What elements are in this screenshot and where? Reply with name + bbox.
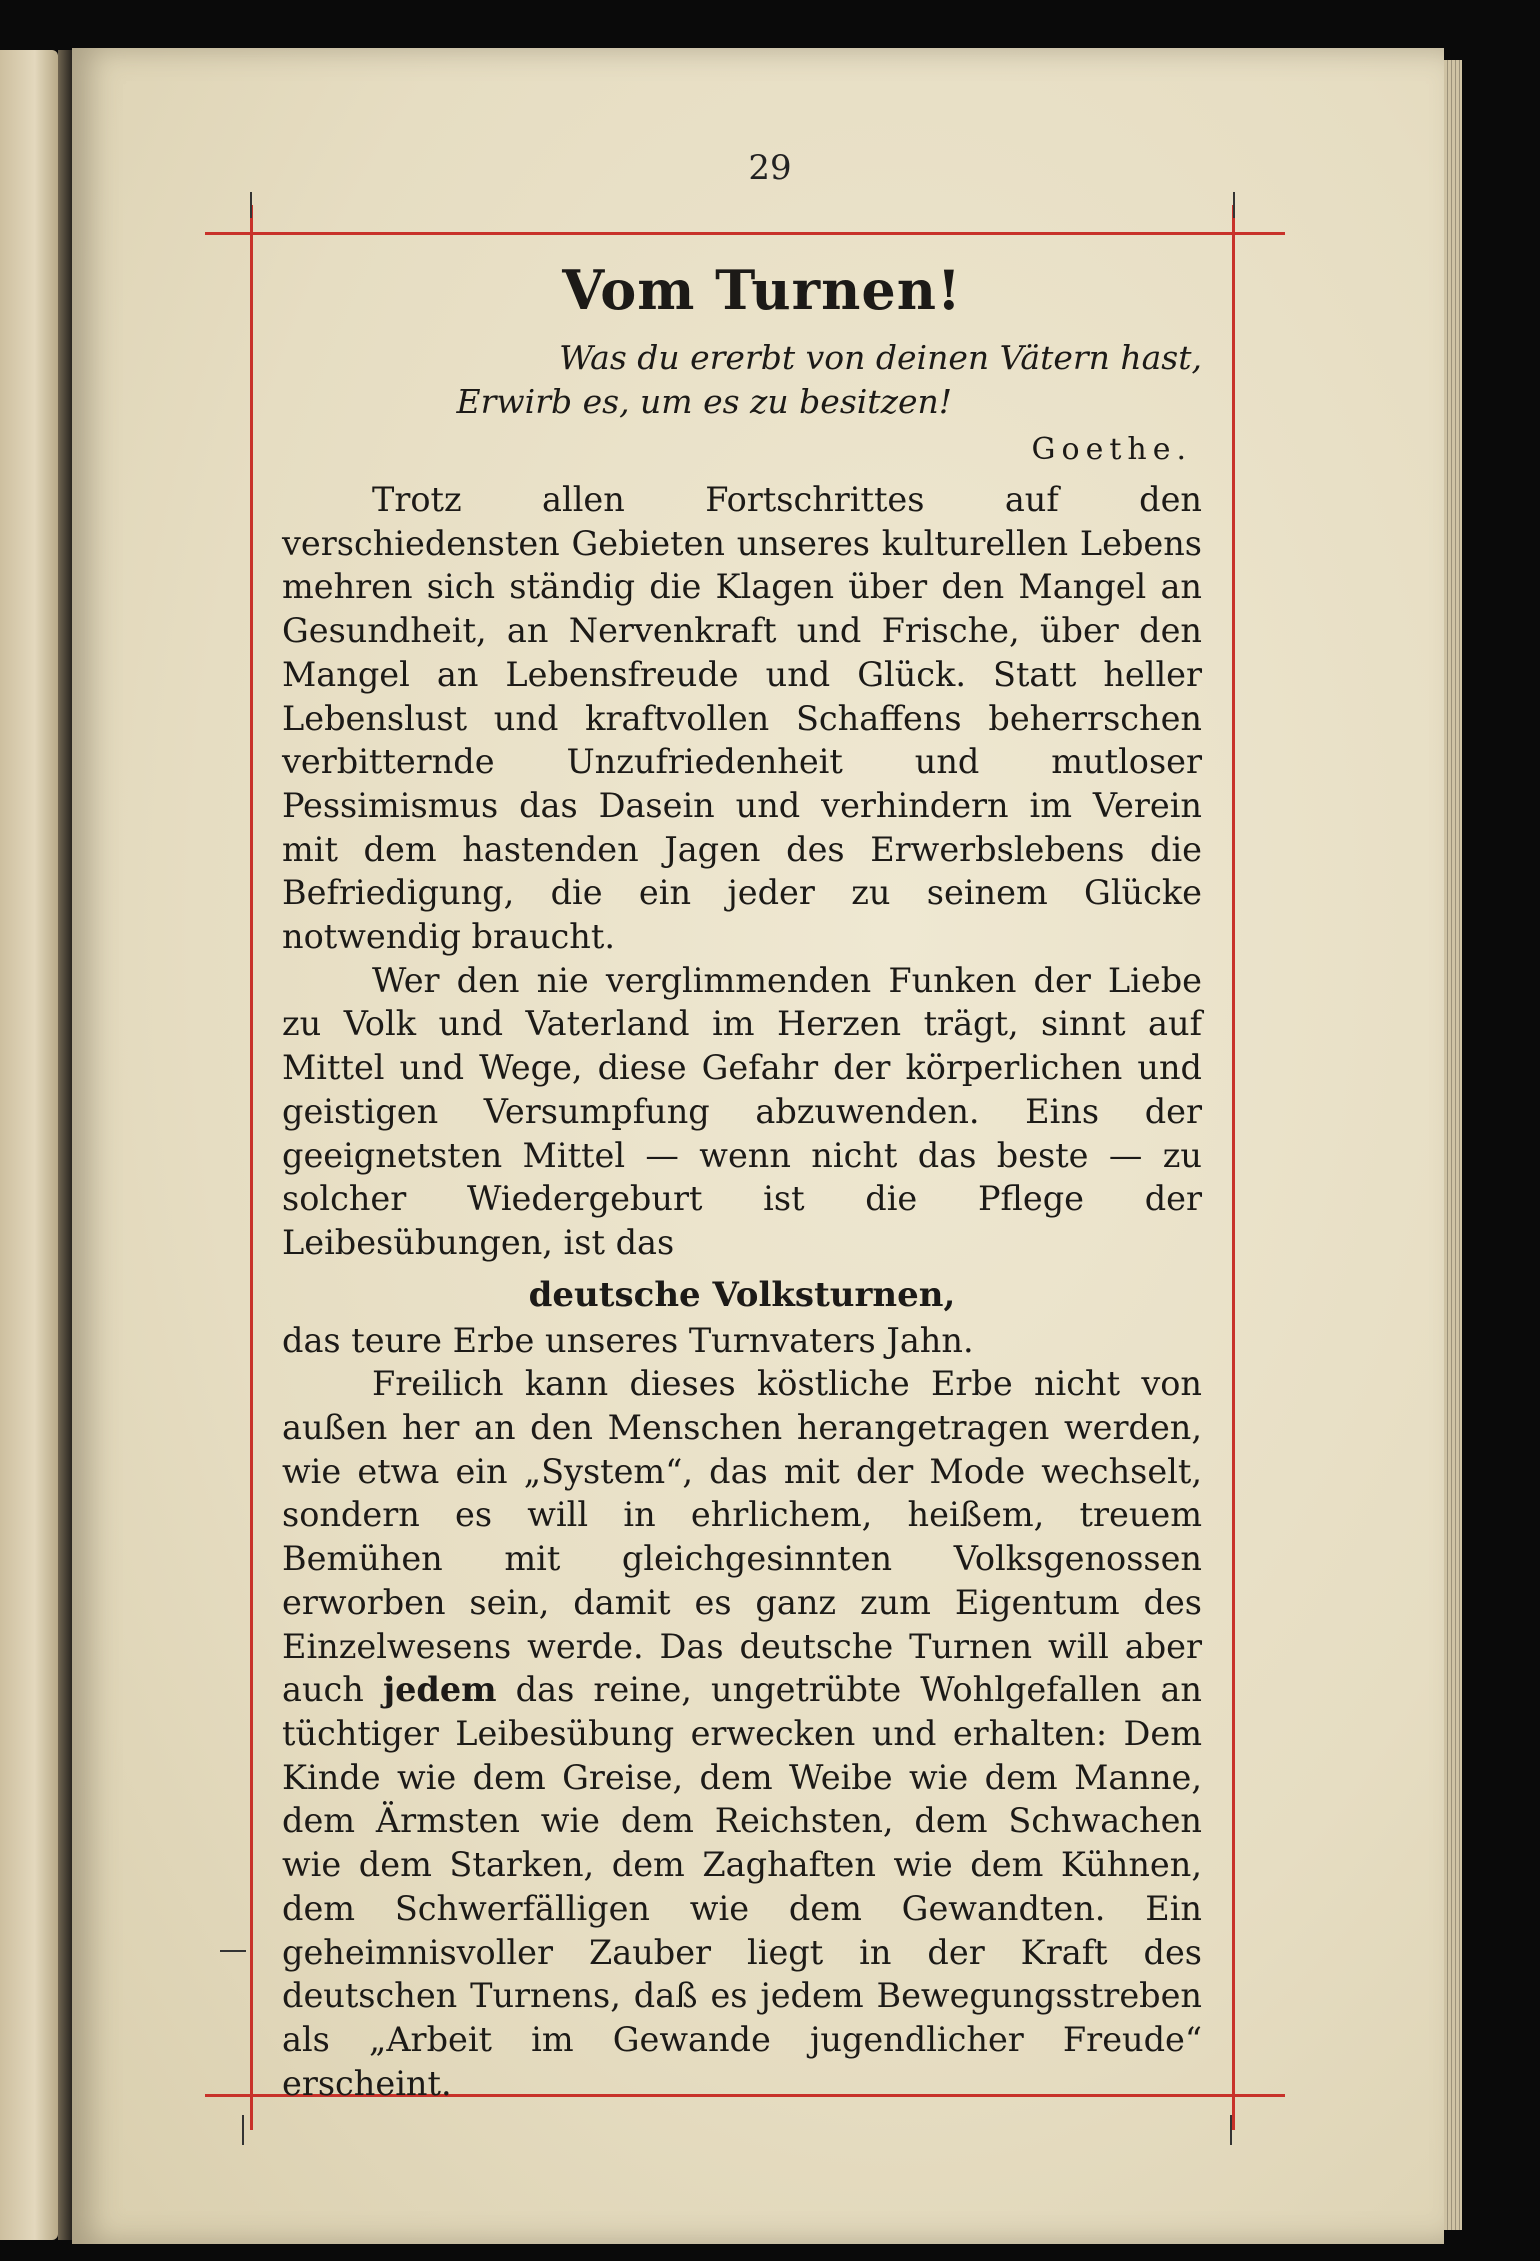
corner-tick [250,192,252,218]
paragraph: Wer den nie verglimmenden Funken der Liebe zu Volk und Vaterland im Herzen trägt, sinnt auf Mittel und Wege, diese Gefahr der körperlichen und geistigen Versumpfung abzuwenden. Eins der geeignetsten Mittel — wenn nicht das beste — zu solcher Wiedergeburt ist die Pflege der Leibesübungen, ist das [282,960,1202,1262]
corner-tick [1233,192,1235,218]
paragraph [282,1362,1202,2105]
left-page-edge [0,50,58,2240]
motto-line: Was du ererbt von deinen Vätern hast, [559,338,1202,377]
corner-tick [1230,2115,1232,2145]
paragraph: das teure Erbe unseres Turnvaters Jahn. [282,1320,974,1360]
margin-tick [220,1950,246,1952]
motto-author: Goethe. [1031,432,1192,467]
centered-heading: deutsche Volksturnen, [528,1274,956,1315]
paragraph-text: Freilich kann dieses köstliche Erbe nicht von außen her an den Menschen herangetragen werden, wie etwa ein „System“, das mit der Mode wechselt, sondern es will in ehrlichem, heißem, treuem Bemühen mit gleichgesinnten Volksgenossen erworben sein, damit es ganz zum Eigentum des Einzelwesens werde. Das deutsche Turnen will aber auch [282,1364,1202,1710]
emphasized-word: jedem [382,1670,497,1710]
frame-right-rule [1232,205,1235,2130]
paragraph: Trotz allen Fortschrittes auf den verschiedensten Gebieten unseres kulturellen Lebens mehren sich ständig die Klagen über den Mangel an Gesundheit, an Nervenkraft und Frische, über den Mangel an Lebensfreude und Glück. Statt heller Lebenslust und kraftvollen Schaffens beherrschen verbitternde Unzufriedenheit und mutloser Pessimismus das Dasein und verhindern im Verein mit dem hastenden Jagen des Erwerbslebens die Befriedigung, die ein jeder zu seinem Glücke notwendig braucht. [282,480,1202,957]
page-stack-edge [1444,60,1462,2230]
paragraph-text: das reine, ungetrübte Wohlgefallen an tüchtiger Leibesübung erwecken und erhalten: Dem Kinde wie dem Greise, dem Weibe wie dem Manne, dem Ärmsten wie dem Reichsten, dem Schwachen wie dem Starken, dem Zaghaften wie dem Kühnen, dem Schwerfälligen wie dem Gewandten. Ein geheimnisvoller Zauber liegt in der Kraft des deutschen Turnens, daß es jedem Bewegungsstreben als „Arbeit im Gewande jugendlicher Freude“ erscheint. [282,1670,1202,2103]
corner-tick [242,2115,244,2145]
text-block [282,258,1202,2105]
page-number: 29 [748,148,792,188]
motto-line: Erwirb es, um es zu besitzen! [456,382,952,421]
book-gutter [58,50,72,2240]
frame-top-rule [205,232,1285,235]
frame-left-rule [250,205,253,2130]
page-title: Vom Turnen! [562,258,962,322]
